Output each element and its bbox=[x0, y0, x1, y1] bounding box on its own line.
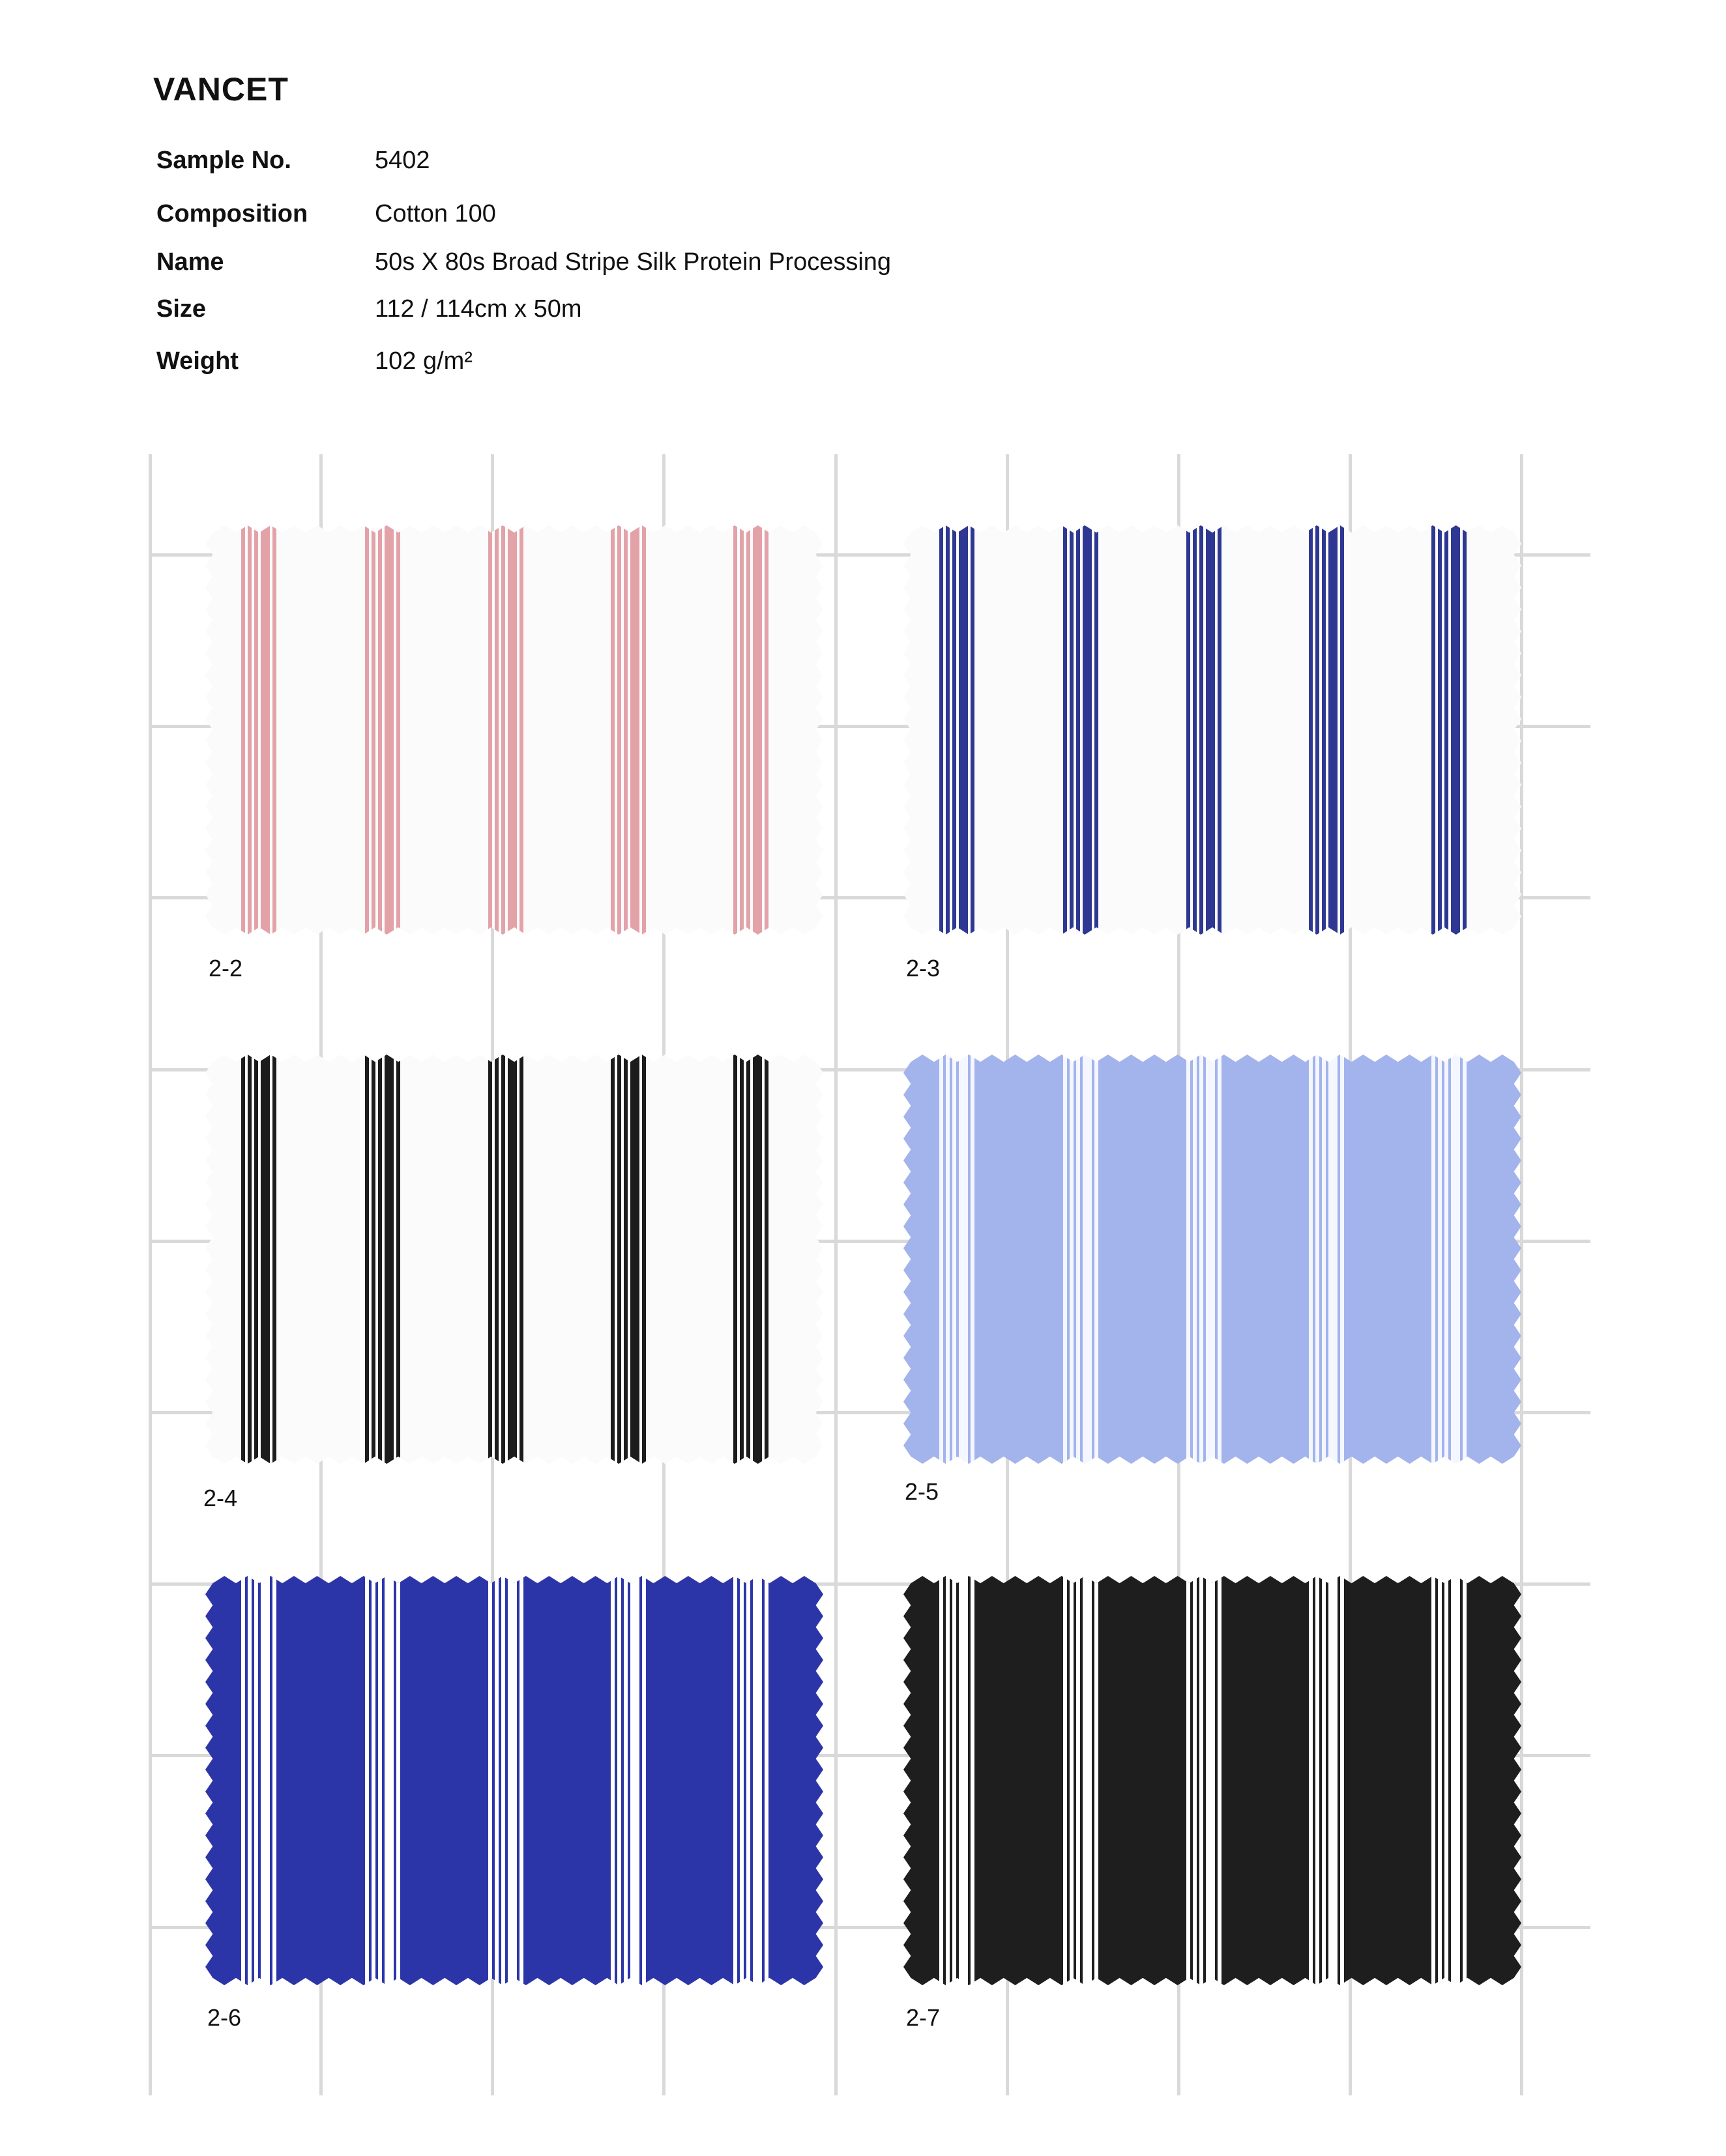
swatch-label: 2-3 bbox=[906, 955, 941, 982]
spec-value: 112 / 114cm x 50m bbox=[375, 295, 582, 323]
swatch-label: 2-4 bbox=[203, 1485, 238, 1511]
brand-name: VANCET bbox=[153, 71, 289, 108]
fabric-swatch-2-7 bbox=[903, 1576, 1521, 1985]
swatch-label: 2-6 bbox=[207, 2004, 242, 2031]
stripe-pattern bbox=[903, 1576, 1521, 1985]
spec-label: Weight bbox=[156, 347, 239, 375]
stripe-pattern bbox=[903, 525, 1521, 935]
swatch-label: 2-5 bbox=[905, 1478, 939, 1505]
stripe-pattern bbox=[205, 1576, 823, 1985]
stripe-pattern bbox=[205, 1055, 823, 1464]
spec-label: Sample No. bbox=[156, 147, 291, 174]
spec-value: Cotton 100 bbox=[375, 200, 496, 227]
swatch-label: 2-7 bbox=[906, 2004, 941, 2031]
spec-value: 5402 bbox=[375, 147, 430, 174]
stripe-pattern bbox=[205, 525, 823, 935]
stripe-pattern bbox=[903, 1055, 1521, 1464]
swatch-label: 2-2 bbox=[209, 955, 243, 982]
fabric-swatch-2-2 bbox=[205, 525, 823, 935]
spec-label: Name bbox=[156, 248, 224, 276]
fabric-swatch-2-4 bbox=[205, 1055, 823, 1464]
spec-value: 50s X 80s Broad Stripe Silk Protein Processing bbox=[375, 248, 892, 276]
fabric-swatch-2-6 bbox=[205, 1576, 823, 1985]
spec-label: Size bbox=[156, 295, 207, 323]
fabric-swatch-2-5 bbox=[903, 1055, 1521, 1464]
spec-label: Composition bbox=[156, 200, 308, 227]
spec-value: 102 g/m² bbox=[375, 347, 473, 375]
fabric-swatch-2-3 bbox=[903, 525, 1521, 935]
